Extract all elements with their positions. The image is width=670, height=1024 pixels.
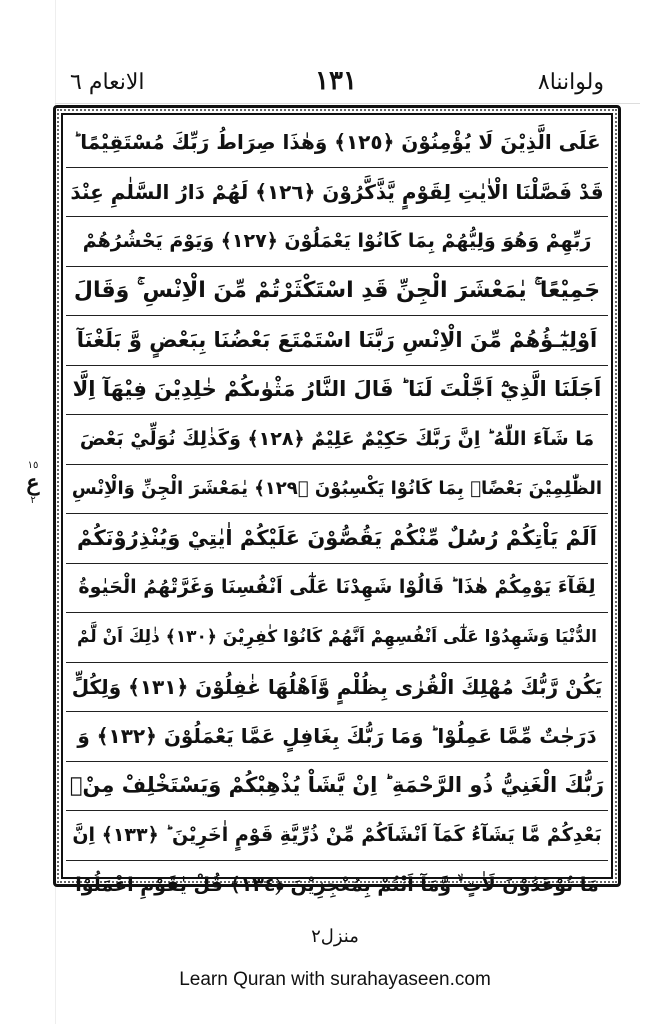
verse-text: عَلَى الَّذِيْنَ لَا يُؤْمِنُوْنَ ﴿١٢٥﴾ وَهٰذَا صِرَاطُ رَبِّكَ مُسْتَقِيْمًا ؕ bbox=[73, 130, 601, 155]
manzil-label: منزل٢ bbox=[311, 926, 359, 947]
verse-line bbox=[66, 316, 608, 366]
surah-name: الانعام ٦ bbox=[70, 70, 145, 95]
verse-text: الظّٰلِمِيْنَ بَعْضًاۢ بِمَا كَانُوْا يَكْسِبُوْنَ ﴿١٢٩﴾ يٰمَعْشَرَ الْجِنِّ وَالْاِنْسِ bbox=[71, 477, 603, 499]
page-header bbox=[62, 62, 610, 102]
verse-text: اَجَلَنَا الَّذِيْٓ اَجَّلْتَ لَنَا ؕ قَالَ النَّارُ مَثْوٰىكُمْ خٰلِدِيْنَ فِيْهَآ اِلَّا bbox=[72, 377, 602, 402]
verse-text: دَرَجٰتٌ مِّمَّا عَمِلُوْا ؕ وَمَا رَبُّكَ بِغَافِلٍ عَمَّا يَعْمَلُوْنَ ﴿١٣٢﴾ وَ bbox=[77, 724, 597, 749]
verse-line bbox=[66, 861, 608, 911]
verse-text: اَوْلِيٰٓـؤُهُمْ مِّنَ الْاِنْسِ رَبَّنَا اسْتَمْتَعَ بَعْضُنَا بِبَعْضٍ وَّ بَلَغْنَآ bbox=[76, 327, 598, 352]
verse-text: قَدْ فَصَّلْنَا الْاٰيٰتِ لِقَوْمٍ يَّذَّكَّرُوْنَ ﴿١٢٦﴾ لَهُمْ دَارُ السَّلٰمِ عِنْدَ bbox=[70, 179, 604, 204]
verse-line bbox=[66, 366, 608, 416]
verse-line bbox=[66, 415, 608, 465]
verse-text: اَلَمْ يَاْتِكُمْ رُسُلٌ مِّنْكُمْ يَقُصُّوْنَ عَلَيْكُمْ اٰيٰتِيْ وَيُنْذِرُوْنَكُمْ bbox=[76, 525, 597, 550]
verse-line bbox=[66, 217, 608, 267]
verse-line bbox=[66, 564, 608, 614]
text-frame bbox=[53, 105, 621, 896]
ruku-number: ١٥ bbox=[27, 460, 39, 471]
verse-text: رَبُّكَ الْغَنِيُّ ذُو الرَّحْمَةِ ؕ اِنْ يَّشَاْ يُذْهِبْكُمْ وَيَسْتَخْلِفْ مِنْۢ bbox=[69, 773, 605, 798]
footer-credit: Learn Quran with surahayaseen.com bbox=[179, 969, 491, 990]
ruku-marker bbox=[18, 460, 48, 520]
juz-name: ولواننا٨ bbox=[537, 70, 604, 95]
verse-line bbox=[66, 811, 608, 861]
page-number: ١٣١ bbox=[315, 66, 357, 96]
verse-line bbox=[66, 267, 608, 317]
verse-text: مَا تُوْعَدُوْنَ لَاٰتٍ ۙ وَّمَآ اَنْتُمْ بِمُعْجِزِيْنَ ﴿١٣٤﴾ قُلْ يٰقَوْمِ اعْمَلُوْا bbox=[75, 873, 599, 896]
verse-text: رَبِّهِمْ وَهُوَ وَلِيُّهُمْ بِمَا كَانُوْا يَعْمَلُوْنَ ﴿١٢٧﴾ وَيَوْمَ يَحْشُرُهُمْ bbox=[82, 229, 592, 252]
verse-line bbox=[66, 514, 608, 564]
ruku-sub-number: ٢ bbox=[30, 495, 36, 507]
verse-line bbox=[66, 168, 608, 218]
verse-line bbox=[66, 465, 608, 515]
verse-text: جَمِيْعًا ۚ يٰمَعْشَرَ الْجِنِّ قَدِ اسْتَكْثَرْتُمْ مِّنَ الْاِنْسِ ۚ وَقَالَ bbox=[73, 277, 601, 303]
verse-text: يَكُنْ رَّبُّكَ مُهْلِكَ الْقُرٰى بِظُلْمٍ وَّاَهْلُهَا غٰفِلُوْنَ ﴿١٣١﴾ وَلِكُلٍّ bbox=[71, 674, 603, 699]
verse-line bbox=[66, 663, 608, 713]
verse-text: لِقَآءَ يَوْمِكُمْ هٰذَا ؕ قَالُوْا شَهِدْنَا عَلٰٓى اَنْفُسِنَا وَغَرَّتْهُمُ الْحَيٰوةُ bbox=[78, 576, 596, 599]
verse-line bbox=[66, 762, 608, 812]
verse-line bbox=[66, 613, 608, 663]
verse-line bbox=[66, 712, 608, 762]
verse-lines bbox=[66, 118, 608, 896]
page-divider bbox=[55, 103, 640, 104]
ruku-symbol-icon: ع bbox=[26, 470, 40, 496]
verse-text: مَا شَآءَ اللّٰهُ ؕ اِنَّ رَبَّكَ حَكِيْمٌ عَلِيْمٌ ﴿١٢٨﴾ وَكَذٰلِكَ نُوَلِّيْ بَعْضَ bbox=[79, 427, 595, 450]
verse-text: الدُّنْيَا وَشَهِدُوْا عَلٰٓى اَنْفُسِهِمْ اَنَّهُمْ كَانُوْا كٰفِرِيْنَ ﴿١٣٠﴾ ذٰلِكَ اَنْ لَّمْ bbox=[76, 626, 598, 647]
verse-text: بَعْدِكُمْ مَّا يَشَآءُ كَمَآ اَنْشَاَكُمْ مِّنْ ذُرِّيَّةِ قَوْمٍ اٰخَرِيْنَ ؕ ﴿١٣٣﴾ اِنَّ bbox=[72, 823, 602, 846]
verse-line bbox=[66, 118, 608, 168]
